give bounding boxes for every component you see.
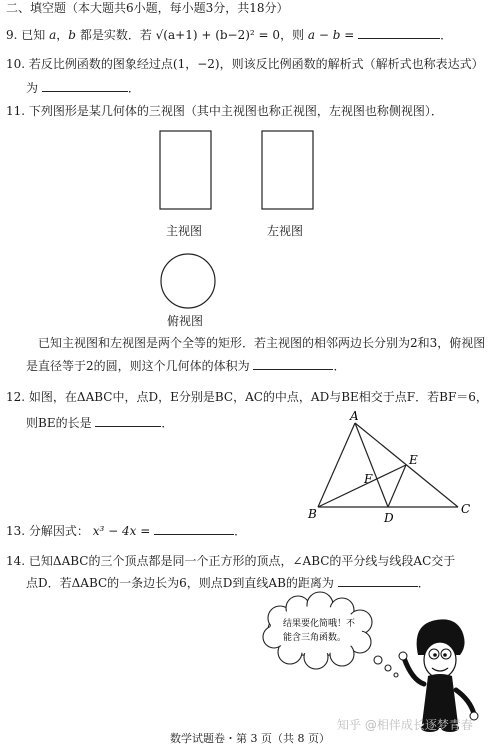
label-c: C [461, 502, 471, 516]
top-view-label: 俯视图 [167, 314, 204, 328]
watermark: 知乎 @相伴成长逐梦青春 [337, 718, 473, 732]
question-10-line2: 为 ． [26, 81, 140, 95]
formula: √(a+1) + (b−2)² = 0 [155, 28, 281, 42]
question-text: 如图，在ΔABC中，点D，E分别是BC，AC的中点，AD与BE相交于点F．若BF＝6， [28, 390, 488, 404]
question-text: 分解因式： [28, 524, 89, 538]
question-12-line2: 则BE的长是 ． [26, 416, 174, 430]
question-14-line2: 点D．若ΔABC的一条边长为6，则点D到直线AB的距离为 ． [26, 576, 430, 590]
question-text: 点D．若ΔABC的一条边长为6，则点D到直线AB的距离为 [26, 576, 334, 590]
question-number: 13. [6, 524, 26, 538]
question-number: 12. [6, 390, 26, 404]
label-a: A [350, 409, 359, 423]
question-text: 若反比例函数的图象经过点(1，−2)，则该反比例函数的解析式（解析式也称表达式） [28, 57, 484, 71]
front-view-label: 主视图 [166, 224, 203, 238]
bubble-text-line1: 结果要化简哦！不 [283, 619, 356, 629]
label-d: D [384, 511, 394, 525]
section-note: （本大题共6小题，每小题3分，共18分） [66, 1, 289, 15]
question-13: 13. 分解因式： x³ − 4x = ． [6, 524, 247, 538]
question-number: 9. [6, 28, 18, 42]
question-number: 10. [6, 57, 26, 71]
question-number: 14. [6, 554, 26, 568]
question-11-desc-line2: 是直径等于2的圆，则这个几何体的体积为 ． [26, 359, 346, 373]
question-text: 为 [26, 81, 39, 95]
question-text: 已知主视图和左视图是两个全等的矩形．若主视图的相邻两边长分别为2和3，俯视图 [38, 336, 486, 350]
page-footer: 数学试题卷・第 3 页（共 8 页） [170, 732, 330, 745]
left-view-label: 左视图 [267, 224, 304, 238]
question-9: 9. 已知 a，b 都是实数．若 √(a+1) + (b−2)² = 0，则 a − b = ． [6, 28, 453, 42]
question-text: 是直径等于2的圆，则这个几何体的体积为 [26, 359, 250, 373]
question-text: ，则 [280, 28, 305, 42]
label-e: E [409, 453, 418, 467]
bubble-text-line2: 能含三角函数。 [283, 633, 347, 643]
question-text: 已知ΔABC的三个顶点都是同一个正方形的顶点，∠ABC的平分线与线段AC交于 [28, 554, 456, 568]
question-text: 已知 [21, 28, 46, 42]
question-text: 则BE的长是 [26, 416, 92, 430]
formula: x³ − 4x = [92, 524, 151, 538]
question-text: 都是实数．若 [79, 28, 152, 42]
question-number: 11. [6, 104, 26, 118]
label-b: B [308, 507, 317, 521]
label-f: F [364, 472, 373, 486]
question-text: 下列图形是某几何体的三视图（其中主视图也称正视图，左视图也称侧视图）． [28, 104, 443, 118]
formula: a − b = [307, 28, 355, 42]
section-title: 二、填空题 [6, 1, 67, 15]
